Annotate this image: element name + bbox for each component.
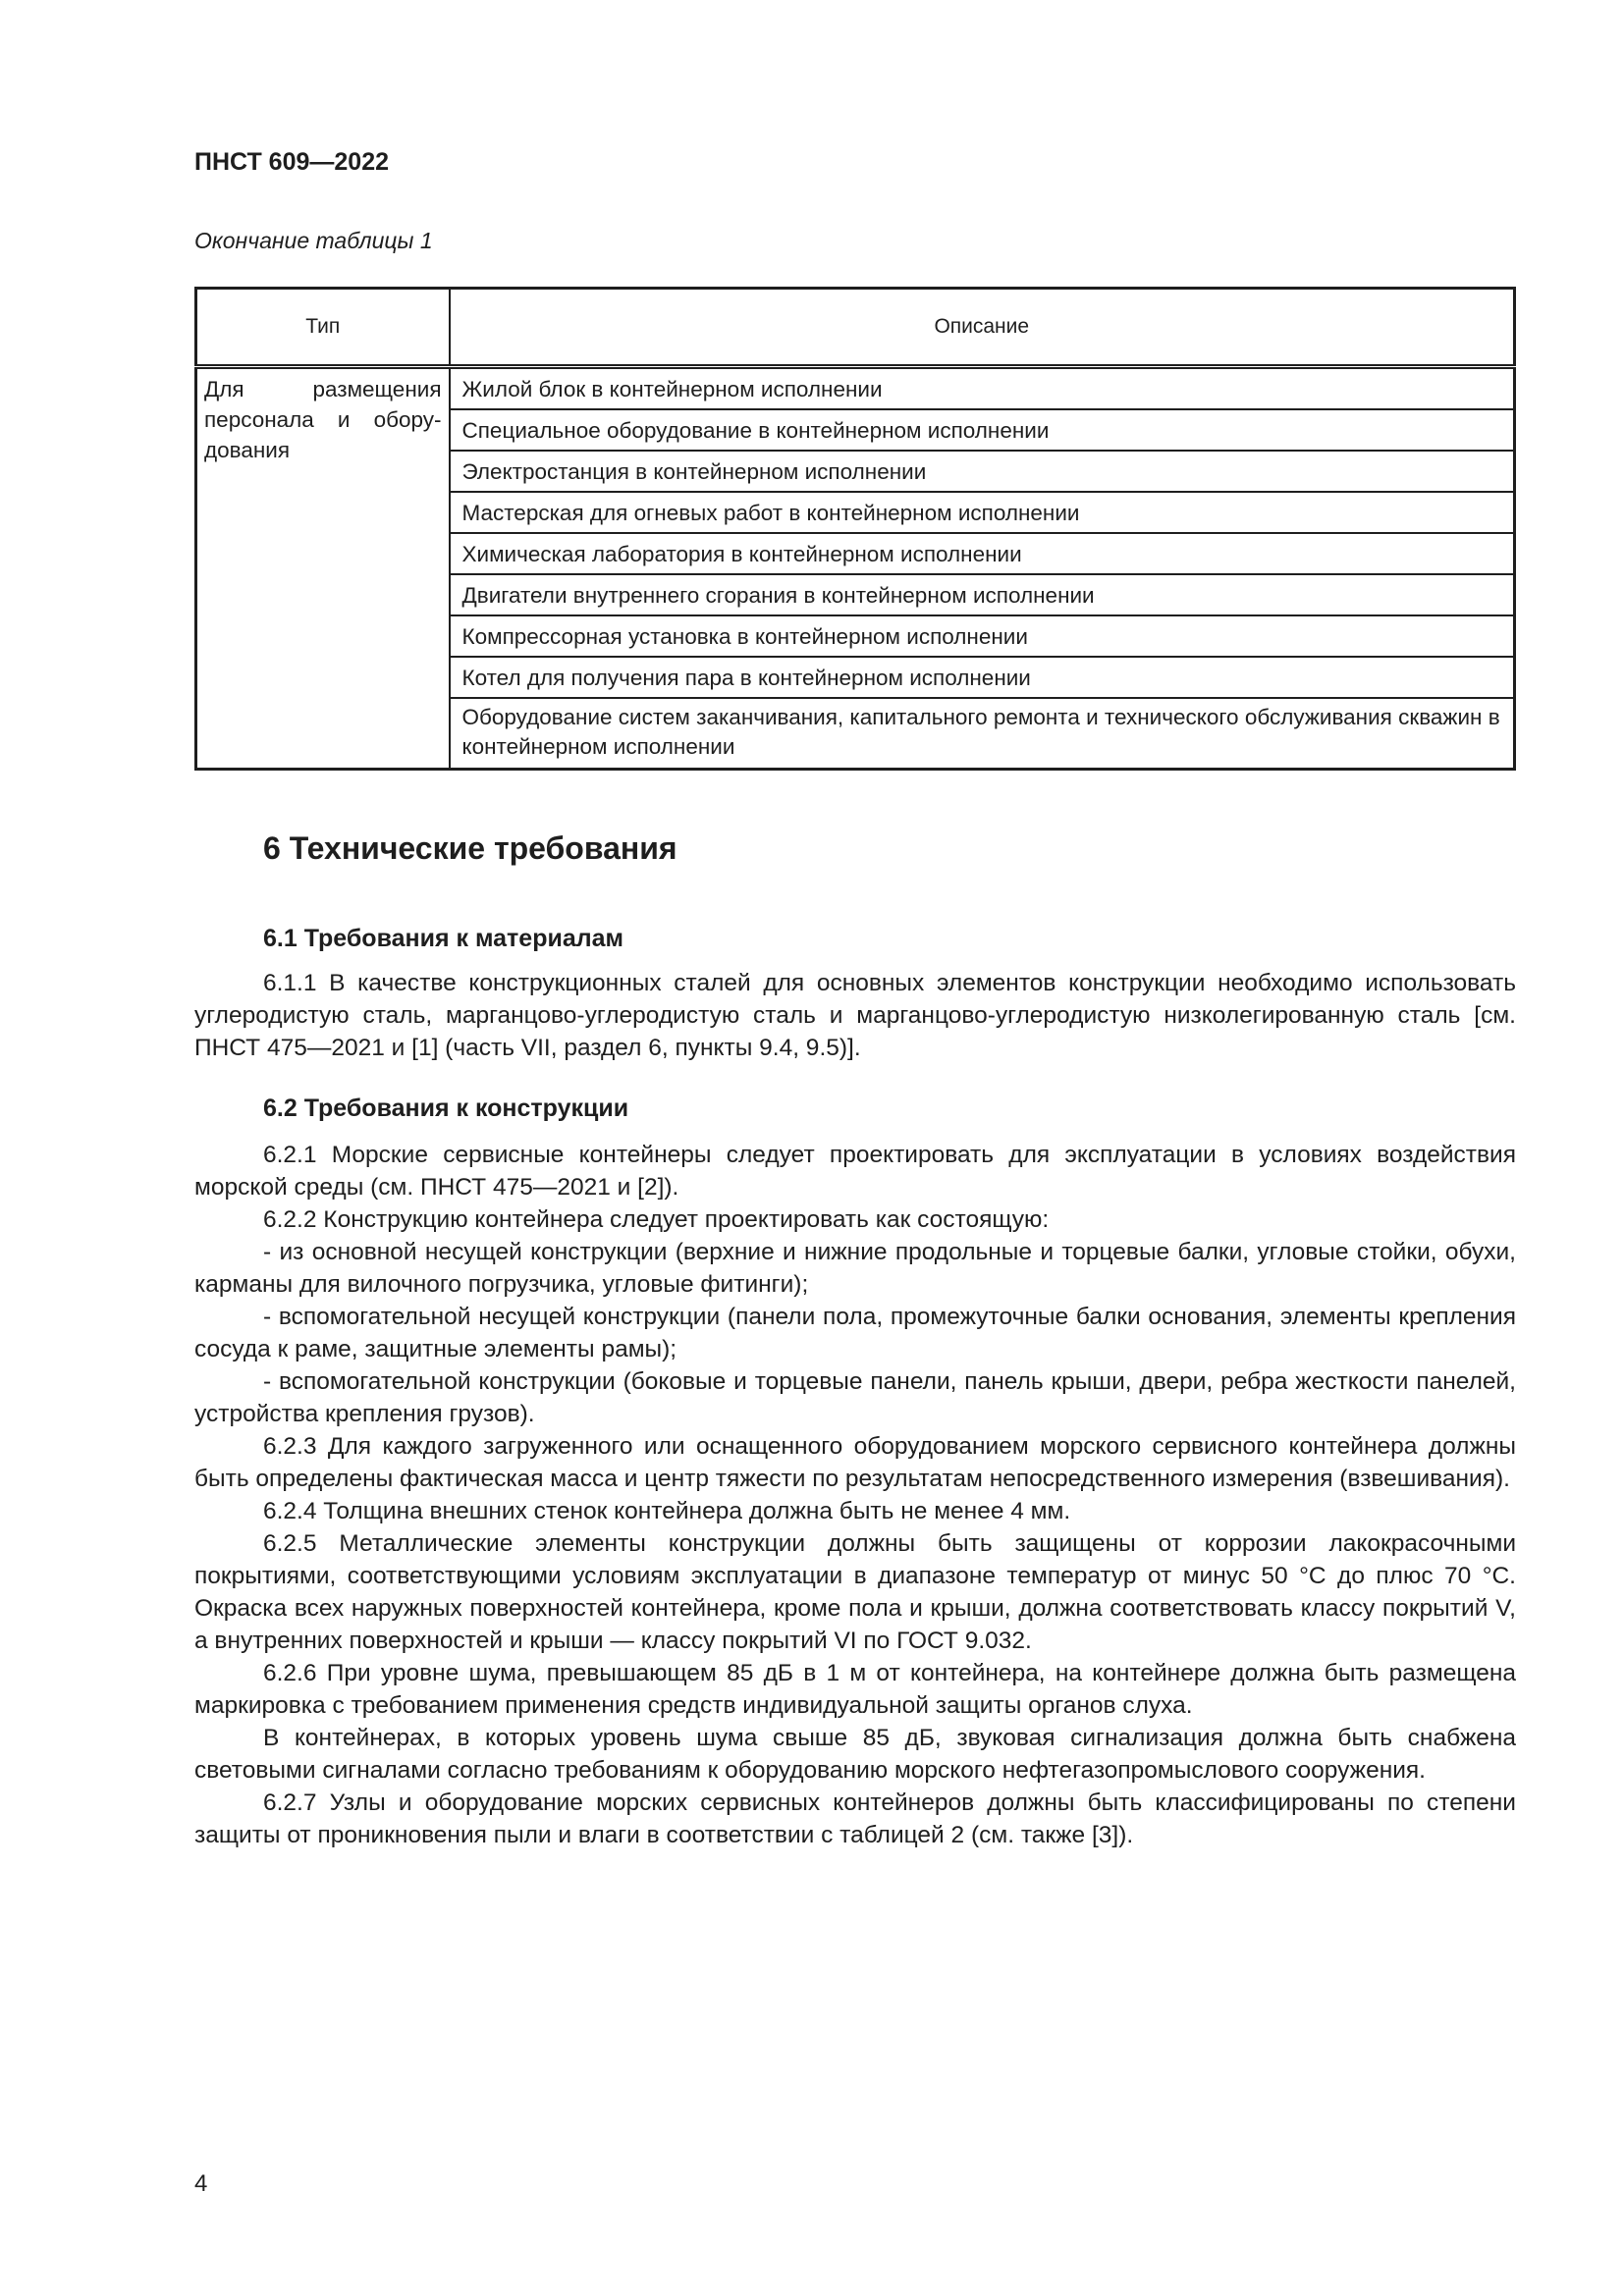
paragraph-6-1-1: 6.1.1 В качестве конструкционных сталей для основных элементов конструкции необходимо использовать углеродистую сталь, марганцово-углеродистую сталь и марганцово-углеродистую низколегированную сталь [см. ПНСТ 475—2021 и [1] (часть VII, раздел 6, пункты 9.4, 9.5)]. [194,970,1516,1061]
paragraph-6-2-2: 6.2.2 Конструкцию контейнера следует проектировать как состоящую: [263,1206,1050,1233]
document-code: ПНСТ 609—2022 [194,148,389,176]
description-cell: Компрессорная установка в контейнерном исполнении [450,615,1515,657]
description-cell: Специальное оборудование в контейнерном исполнении [450,409,1515,451]
type-description-table [194,287,1516,771]
paragraph-noise-signal: В контейнерах, в которых уровень шума свыше 85 дБ, звуковая сигнализация должна быть снабжена световыми сигналами согласно требованиям к оборудованию морского нефтегазопромыслового сооружения. [194,1725,1516,1784]
table-1-continuation [194,287,1516,771]
description-cell: Котел для получения пара в контейнерном исполнении [450,657,1515,698]
table-caption: Окончание таблицы 1 [194,228,433,253]
page-number: 4 [194,2170,208,2197]
description-cell: Мастерская для огневых работ в контейнерном исполнении [450,492,1515,533]
table-row [196,367,1515,410]
type-line: дования [204,438,291,462]
column-header-description: Описание [450,289,1515,367]
paragraph-6-2-4: 6.2.4 Толщина внешних стенок контейнера должна быть не менее 4 мм. [263,1498,1071,1524]
list-item: - вспомогательной несущей конструкции (панели пола, промежуточные балки основания, элементы крепления сосуда к раме, защитные элементы рамы); [194,1304,1516,1362]
type-cell [196,367,450,770]
subsection-6-1-body [194,967,1516,1064]
paragraph-6-2-3: 6.2.3 Для каждого загруженного или оснащенного оборудованием морского сервисного контейнера должны быть определены фактическая масса и центр тяжести по результатам непосредственного измерения (взвешивания). [194,1433,1516,1492]
description-cell: Химическая лаборатория в контейнерном исполнении [450,533,1515,574]
type-line: Для размещения [204,377,442,401]
column-header-type: Тип [196,289,450,367]
description-cell: Двигатели внутреннего сгорания в контейнерном исполнении [450,574,1515,615]
description-cell: Электростанция в контейнерном исполнении [450,451,1515,492]
type-line: персонала и обору- [204,407,442,432]
description-cell: Жилой блок в контейнерном исполнении [450,367,1515,410]
description-cell: Оборудование систем заканчивания, капитального ремонта и технического обслуживания скважин в контейнерном исполнении [450,698,1515,770]
table-header-row [196,289,1515,367]
subsection-6-2-heading: 6.2 Требования к конструкции [263,1095,629,1122]
paragraph-6-2-7: 6.2.7 Узлы и оборудование морских сервисных контейнеров должны быть классифицированы по степени защиты от проникновения пыли и влаги в соответствии с таблицей 2 (см. также [3]). [194,1789,1516,1848]
list-item: - вспомогательной конструкции (боковые и торцевые панели, панель крыши, двери, ребра жесткости панелей, устройства крепления грузов). [194,1368,1516,1427]
paragraph-6-2-5: 6.2.5 Металлические элементы конструкции должны быть защищены от коррозии лакокрасочными покрытиями, соответствующими условиям эксплуатации в диапазоне температур от минус 50 °С до плюс 70 °С. Окраска всех наружных поверхностей контейнера, кроме пола и крыши, должна соответствовать классу покрытий V, а внутренних поверхностей и крыши — классу покрытий VI по ГОСТ 9.032. [194,1530,1516,1654]
list-item: - из основной несущей конструкции (верхние и нижние продольные и торцевые балки, угловые стойки, обухи, карманы для вилочного погрузчика, угловые фитинги); [194,1239,1516,1298]
paragraph-6-2-6: 6.2.6 При уровне шума, превышающем 85 дБ в 1 м от контейнера, на контейнере должна быть размещена маркировка с требованием применения средств индивидуальной защиты органов слуха. [194,1660,1516,1719]
section-6-heading: 6 Технические требования [263,830,677,866]
paragraph-6-2-1: 6.2.1 Морские сервисные контейнеры следует проектировать для эксплуатации в условиях воздействия морской среды (см. ПНСТ 475—2021 и [2]). [194,1142,1516,1201]
subsection-6-1-heading: 6.1 Требования к материалам [263,925,624,952]
subsection-6-2-body [194,1139,1516,1851]
